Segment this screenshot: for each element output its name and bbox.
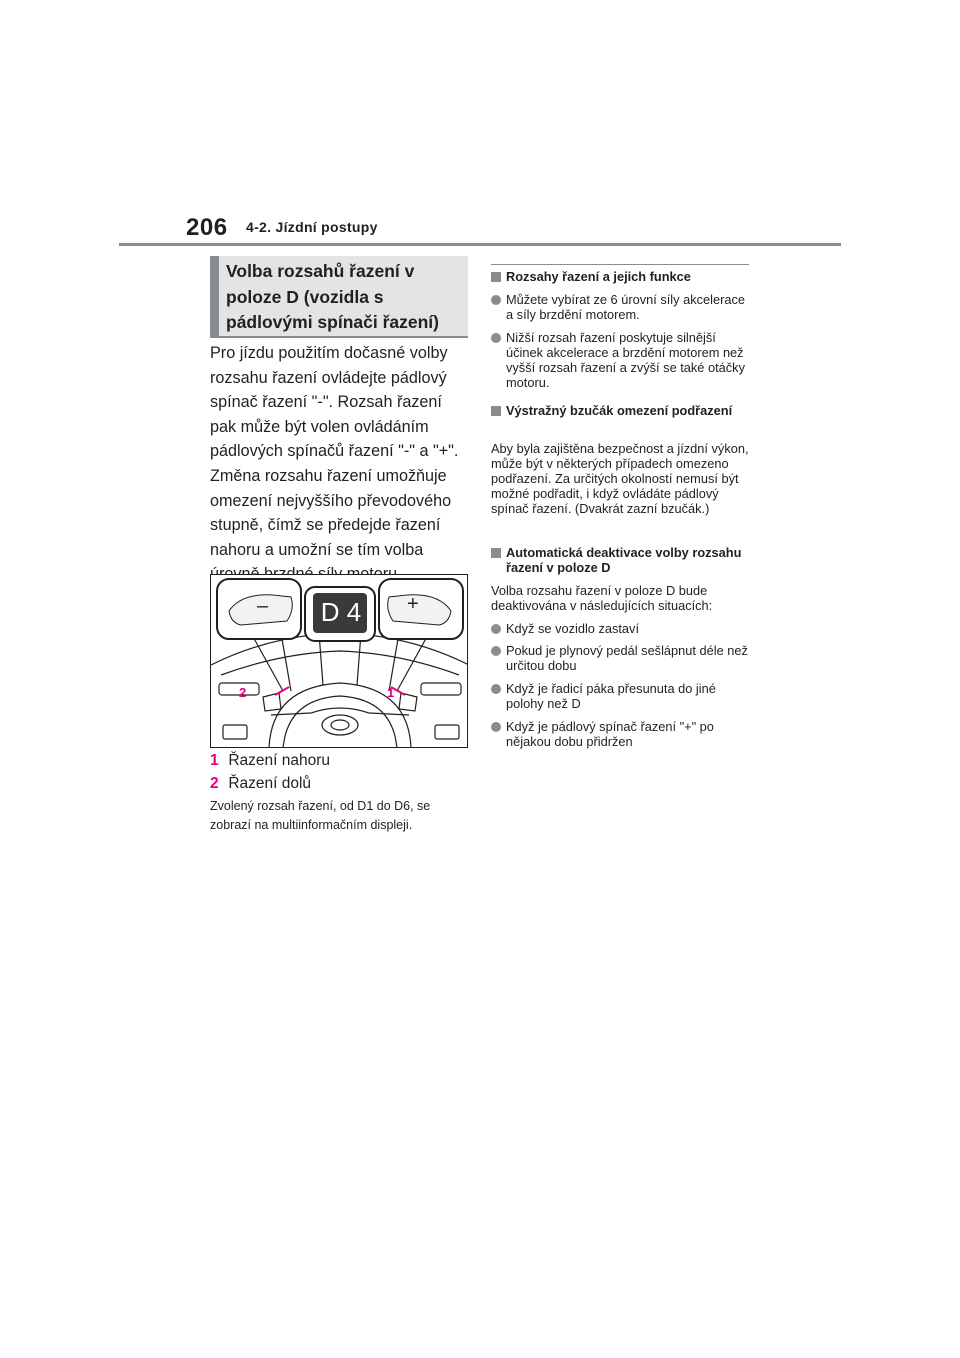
right-column-divider	[491, 264, 749, 265]
bullet-text: Když je řadicí páka přesunuta do jiné polohy než D	[506, 681, 716, 711]
bullet-text: Nižší rozsah řazení poskytuje silnější účinek akcelerace a brzdění motorem než vyšší rozsah řazení a zvýší se také otáčky motoru.	[506, 330, 745, 390]
section-title: 4-2. Jízdní postupy	[246, 219, 378, 235]
bullet-text: Můžete vybírat ze 6 úrovní síly akcelerace a síly brzdění motorem.	[506, 292, 745, 322]
round-bullet-icon	[491, 646, 501, 656]
section-heading-box	[210, 256, 468, 338]
bullet-text: Když je pádlový spínač řazení "+" po nějakou dobu přidržen	[506, 719, 714, 749]
bullet-text: Když se vozidlo zastaví	[506, 621, 640, 636]
round-bullet-icon	[491, 684, 501, 694]
intro-paragraph: Pro jízdu použitím dočasné volby rozsahu řazení ovládejte pádlový spínač řazení "-". Rozsah řazení pak může být volen ovládáním pádlových spínačů řazení "-" a "+". Změna rozsahu řazení umožňuje omezení nejvyššího převodového stupně, čímž se předejde řazení nahoru a umožní se tím volba	[210, 344, 459, 559]
round-bullet-icon	[491, 295, 501, 305]
square-bullet-icon	[491, 406, 501, 416]
buzzer-paragraph: Aby byla zajištěna bezpečnost a jízdní výkon, může být v některých případech omezeno podřazení. Za určitých okolností nemusí být možné podřadit, i když ovládáte pádlový spínač řazení. (Dvakrát zazní bzučák.)	[491, 441, 749, 516]
deactivation-paragraph: Volba rozsahu řazení v poloze D bude deaktivována v následujících situacích:	[491, 583, 713, 613]
callout-2: 2	[239, 685, 247, 700]
square-bullet-icon	[491, 548, 501, 558]
section-heading: Volba rozsahů řazení v poloze D (vozidla s pádlovými spínači řazení)	[226, 261, 439, 332]
legend-item-downshift	[210, 775, 468, 793]
callout-1: 1	[387, 685, 395, 700]
legend-label: Řazení dolů	[228, 775, 312, 792]
square-bullet-icon	[491, 272, 501, 282]
display-gear-readout: D 4	[320, 597, 362, 627]
minus-label: –	[257, 595, 269, 617]
plus-label: +	[407, 593, 419, 615]
legend-item-upshift	[210, 752, 468, 770]
subheading-auto-deactivation: Automatická deaktivace volby rozsahu řazení v poloze D	[506, 545, 742, 575]
round-bullet-icon	[491, 624, 501, 634]
round-bullet-icon	[491, 722, 501, 732]
round-bullet-icon	[491, 333, 501, 343]
page-number: 206	[186, 214, 228, 241]
legend-label: Řazení nahoru	[228, 752, 330, 769]
legend-number: 2	[210, 775, 219, 792]
paddle-shifter-illustration	[210, 574, 468, 748]
header-divider	[119, 243, 841, 246]
subheading-buzzer: Výstražný bzučák omezení podřazení	[506, 403, 733, 418]
display-note: Zvolený rozsah řazení, od D1 do D6, se zobrazí na multiinformačním displeji.	[210, 799, 431, 832]
subheading-shift-ranges: Rozsahy řazení a jejich funkce	[506, 269, 691, 284]
bullet-text: Pokud je plynový pedál sešlápnut déle než určitou dobu	[506, 643, 748, 673]
legend-number: 1	[210, 752, 219, 769]
heading-accent-bar	[210, 256, 219, 336]
